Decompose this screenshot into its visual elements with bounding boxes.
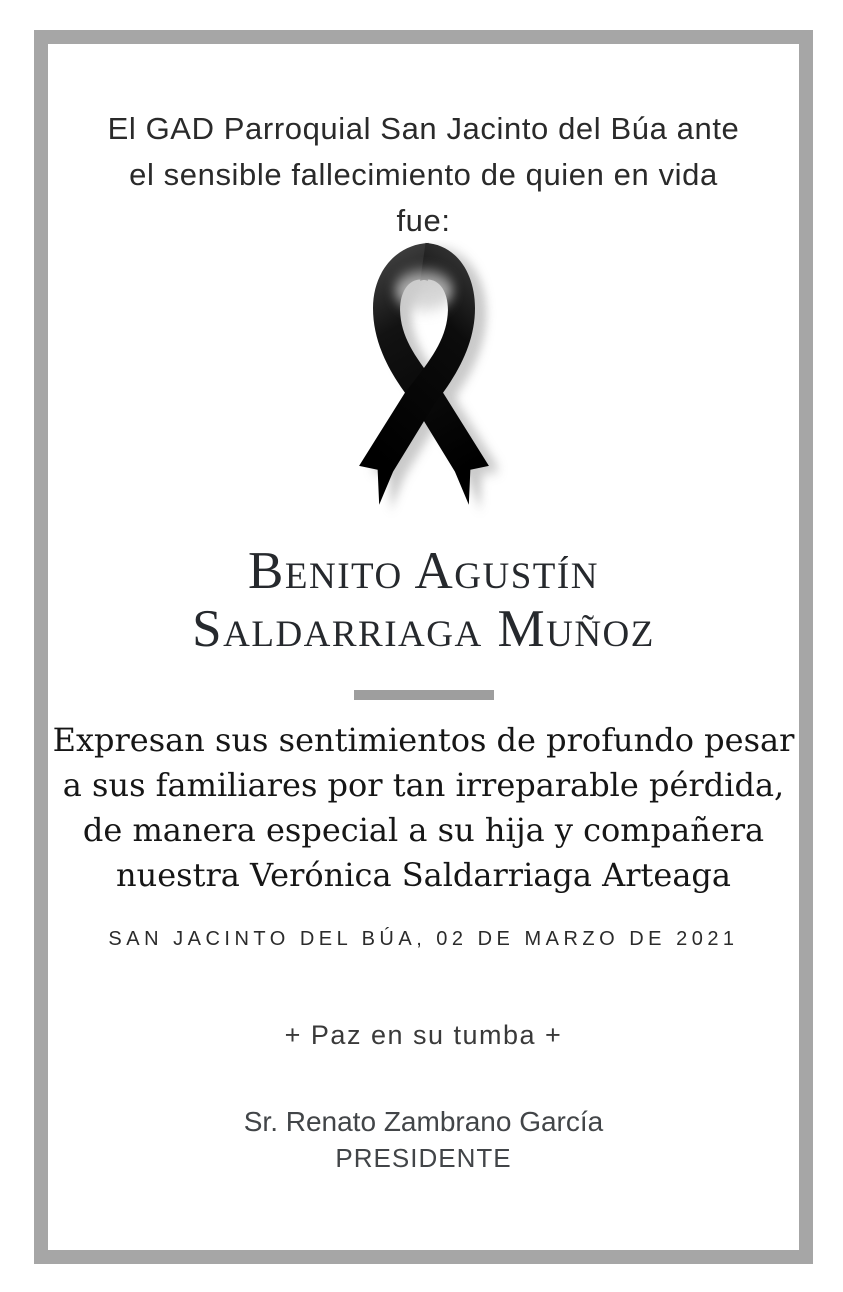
- place-date-line: SAN JACINTO DEL BÚA, 02 DE MARZO DE 2021: [108, 928, 739, 950]
- message-line-4: nuestra Verónica Saldarriaga Arteaga: [116, 856, 731, 894]
- intro-line-1: El GAD Parroquial San Jacinto del Búa ante: [107, 111, 740, 146]
- signer-title: PRESIDENTE: [335, 1143, 512, 1173]
- signature-block: [48, 1104, 799, 1176]
- divider-bar: [354, 690, 494, 700]
- signer-name: Sr. Renato Zambrano García: [243, 1106, 604, 1137]
- message-line-3: de manera especial a su hija y compañera: [82, 811, 765, 849]
- epitaph-line: + Paz en su tumba +: [284, 1020, 563, 1050]
- intro-line-3: fue:: [396, 203, 451, 238]
- deceased-name: [48, 542, 799, 658]
- condolence-message: [48, 718, 799, 898]
- deceased-name-line-1: Benito Agustín: [248, 542, 599, 600]
- intro-line-2: el sensible fallecimiento de quien en vida: [129, 157, 718, 192]
- message-line-2: a sus familiares por tan irreparable pérdida,: [62, 766, 785, 804]
- intro-text: [48, 106, 799, 244]
- mourning-ribbon-icon: [339, 240, 509, 532]
- deceased-name-line-2: Saldarriaga Muñoz: [192, 600, 655, 658]
- message-line-1: Expresan sus sentimientos de profundo pesar: [52, 721, 795, 759]
- border-frame: [34, 30, 813, 1264]
